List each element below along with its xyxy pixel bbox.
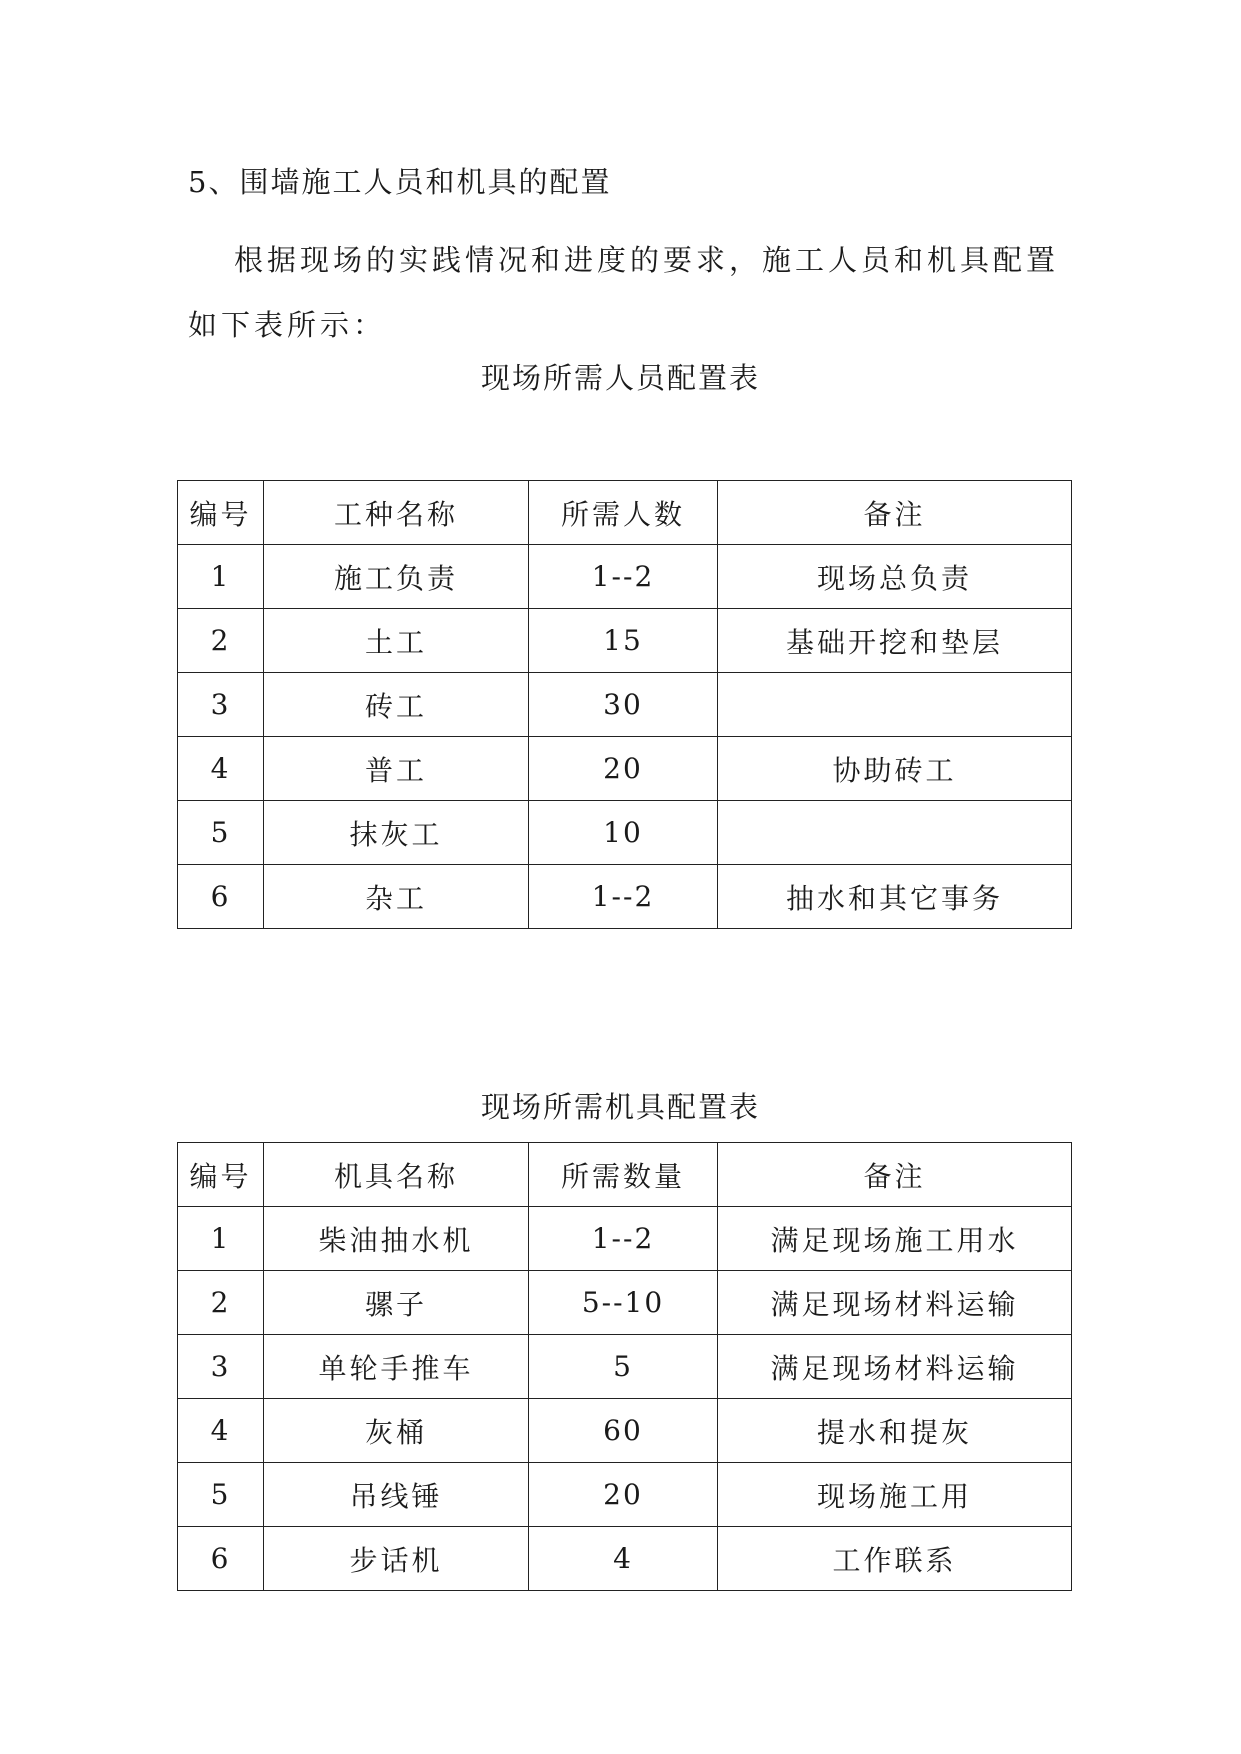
table-row [178, 737, 1072, 801]
cell-remark: 满足现场施工用水 [718, 1207, 1072, 1271]
cell-remark: 提水和提灰 [718, 1399, 1072, 1463]
cell-equipment: 步话机 [264, 1527, 529, 1591]
cell-count: 1--2 [529, 865, 718, 929]
personnel-table [177, 480, 1072, 929]
cell-equipment: 柴油抽水机 [264, 1207, 529, 1271]
cell-remark: 现场施工用 [718, 1463, 1072, 1527]
cell-number: 1 [178, 545, 264, 609]
cell-quantity: 5--10 [529, 1271, 718, 1335]
table-row [178, 545, 1072, 609]
cell-remark [718, 673, 1072, 737]
cell-count: 15 [529, 609, 718, 673]
cell-remark: 工作联系 [718, 1527, 1072, 1591]
header-cell: 机具名称 [264, 1143, 529, 1207]
cell-number: 6 [178, 865, 264, 929]
cell-number: 2 [178, 609, 264, 673]
cell-remark: 满足现场材料运输 [718, 1271, 1072, 1335]
table-row [178, 1527, 1072, 1591]
cell-equipment: 骡子 [264, 1271, 529, 1335]
cell-trade: 土工 [264, 609, 529, 673]
table-row [178, 1399, 1072, 1463]
intro-paragraph: 根据现场的实践情况和进度的要求，施工人员和机具配置如下表所示： [188, 243, 1060, 342]
table-row [178, 1207, 1072, 1271]
cell-number: 3 [178, 1335, 264, 1399]
table-row [178, 1335, 1072, 1399]
cell-number: 1 [178, 1207, 264, 1271]
cell-trade: 施工负责 [264, 545, 529, 609]
cell-equipment: 吊线锤 [264, 1463, 529, 1527]
cell-remark: 现场总负责 [718, 545, 1072, 609]
cell-trade: 杂工 [264, 865, 529, 929]
cell-number: 3 [178, 673, 264, 737]
table-row [178, 609, 1072, 673]
cell-count: 20 [529, 737, 718, 801]
cell-number: 2 [178, 1271, 264, 1335]
cell-trade: 砖工 [264, 673, 529, 737]
cell-number: 4 [178, 1399, 264, 1463]
cell-remark: 基础开挖和垫层 [718, 609, 1072, 673]
table-row [178, 865, 1072, 929]
header-cell: 所需数量 [529, 1143, 718, 1207]
header-cell: 编号 [178, 1143, 264, 1207]
cell-trade: 普工 [264, 737, 529, 801]
cell-remark: 协助砖工 [718, 737, 1072, 801]
cell-number: 6 [178, 1527, 264, 1591]
header-cell: 编号 [178, 481, 264, 545]
cell-count: 10 [529, 801, 718, 865]
cell-count: 1--2 [529, 545, 718, 609]
header-cell: 备注 [718, 1143, 1072, 1207]
table-header-row [178, 1143, 1072, 1207]
cell-count: 30 [529, 673, 718, 737]
cell-quantity: 20 [529, 1463, 718, 1527]
cell-equipment: 灰桶 [264, 1399, 529, 1463]
table-row [178, 673, 1072, 737]
header-cell: 所需人数 [529, 481, 718, 545]
header-cell: 工种名称 [264, 481, 529, 545]
cell-quantity: 4 [529, 1527, 718, 1591]
cell-number: 5 [178, 1463, 264, 1527]
cell-quantity: 1--2 [529, 1207, 718, 1271]
equipment-table [177, 1142, 1072, 1591]
equipment-table-title: 现场所需机具配置表 [480, 1090, 760, 1124]
cell-remark: 抽水和其它事务 [718, 865, 1072, 929]
cell-trade: 抹灰工 [264, 801, 529, 865]
table-row [178, 801, 1072, 865]
cell-remark: 满足现场材料运输 [718, 1335, 1072, 1399]
cell-quantity: 60 [529, 1399, 718, 1463]
header-cell: 备注 [718, 481, 1072, 545]
section-heading: 5、围墙施工人员和机具的配置 [188, 165, 612, 199]
cell-number: 5 [178, 801, 264, 865]
cell-remark [718, 801, 1072, 865]
table-header-row [178, 481, 1072, 545]
cell-quantity: 5 [529, 1335, 718, 1399]
personnel-table-title: 现场所需人员配置表 [480, 361, 760, 395]
table-row [178, 1271, 1072, 1335]
cell-equipment: 单轮手推车 [264, 1335, 529, 1399]
cell-number: 4 [178, 737, 264, 801]
table-row [178, 1463, 1072, 1527]
